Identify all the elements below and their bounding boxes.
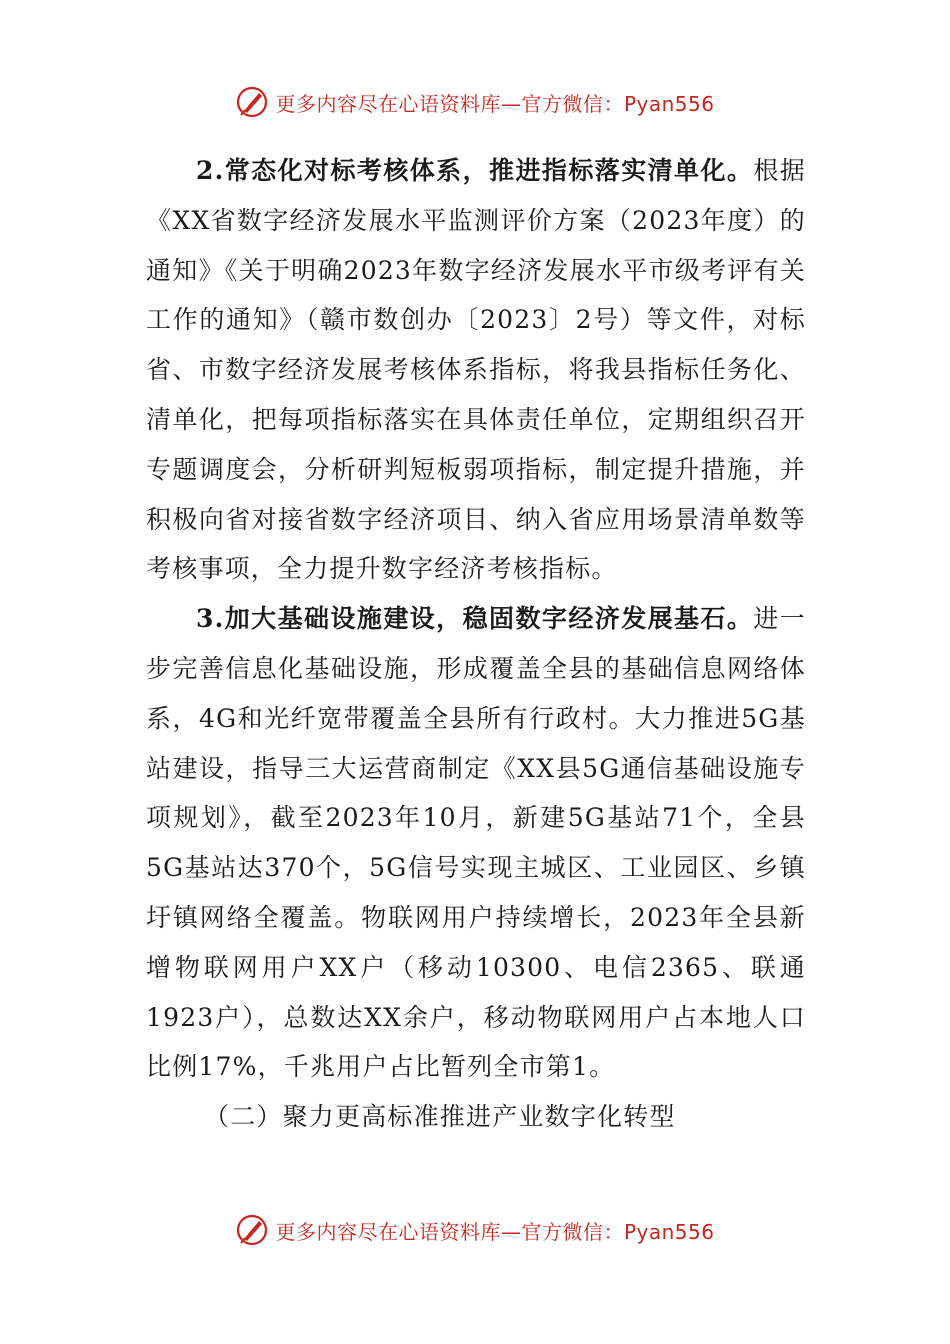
document-body (146, 146, 806, 1142)
paragraph-indicator-assessment (146, 146, 806, 594)
watermark-text: 更多内容尽在心语资料库—官方微信：Pyan556 (275, 91, 715, 116)
section-heading: （二）聚力更高标准推进产业数字化转型 (204, 1102, 676, 1132)
paragraph-lead-bold: 3.加大基础设施建设，稳固数字经济发展基石。 (196, 604, 754, 634)
quill-pen-circle-icon (235, 1213, 269, 1247)
paragraph-text: 进一步完善信息化基础设施，形成覆盖全县的基础信息网络体系，4G和光纤宽带覆盖全县所有行政村。大力推进5G基站建设，指导三大运营商制定《XX县5G通信基础设施专项规划》，截至2023年10月，新建5G基站71个，全县5G基站达370个，5G信号实现主城区、工业园区、乡镇圩镇网络全覆盖。物联网用户持续增长，2023年全县新增物联网用户XX户（移动10300、电信2365、联通1923户），总数达XX余户，移动物联网用户占本地人口比例17%，千兆用户占比暂列全市第1。 (146, 604, 806, 1082)
paragraph-lead-bold: 2.常态化对标考核体系，推进指标落实清单化。 (196, 156, 754, 185)
watermark-banner-top (0, 82, 950, 122)
quill-pen-circle-icon (235, 85, 269, 119)
watermark-text: 更多内容尽在心语资料库—官方微信：Pyan556 (275, 1219, 715, 1244)
paragraph-infrastructure (146, 594, 806, 1092)
watermark-banner-bottom (0, 1210, 950, 1250)
paragraph-text: 根据《XX省数字经济发展水平监测评价方案（2023年度）的通知》《关于明确2023年数字经济发展水平市级考评有关工作的通知》（赣市数创办〔2023〕2号）等文件，对标省、市数字经济发展考核体系指标，将我县指标任务化、清单化，把每项指标落实在具体责任单位，定期组织召开专题调度会，分析研判短板弱项指标，制定提升措施，并积极向省对接省数字经济项目、纳入省应用场景清单数等考核事项，全力提升数字经济考核指标。 (146, 156, 806, 584)
